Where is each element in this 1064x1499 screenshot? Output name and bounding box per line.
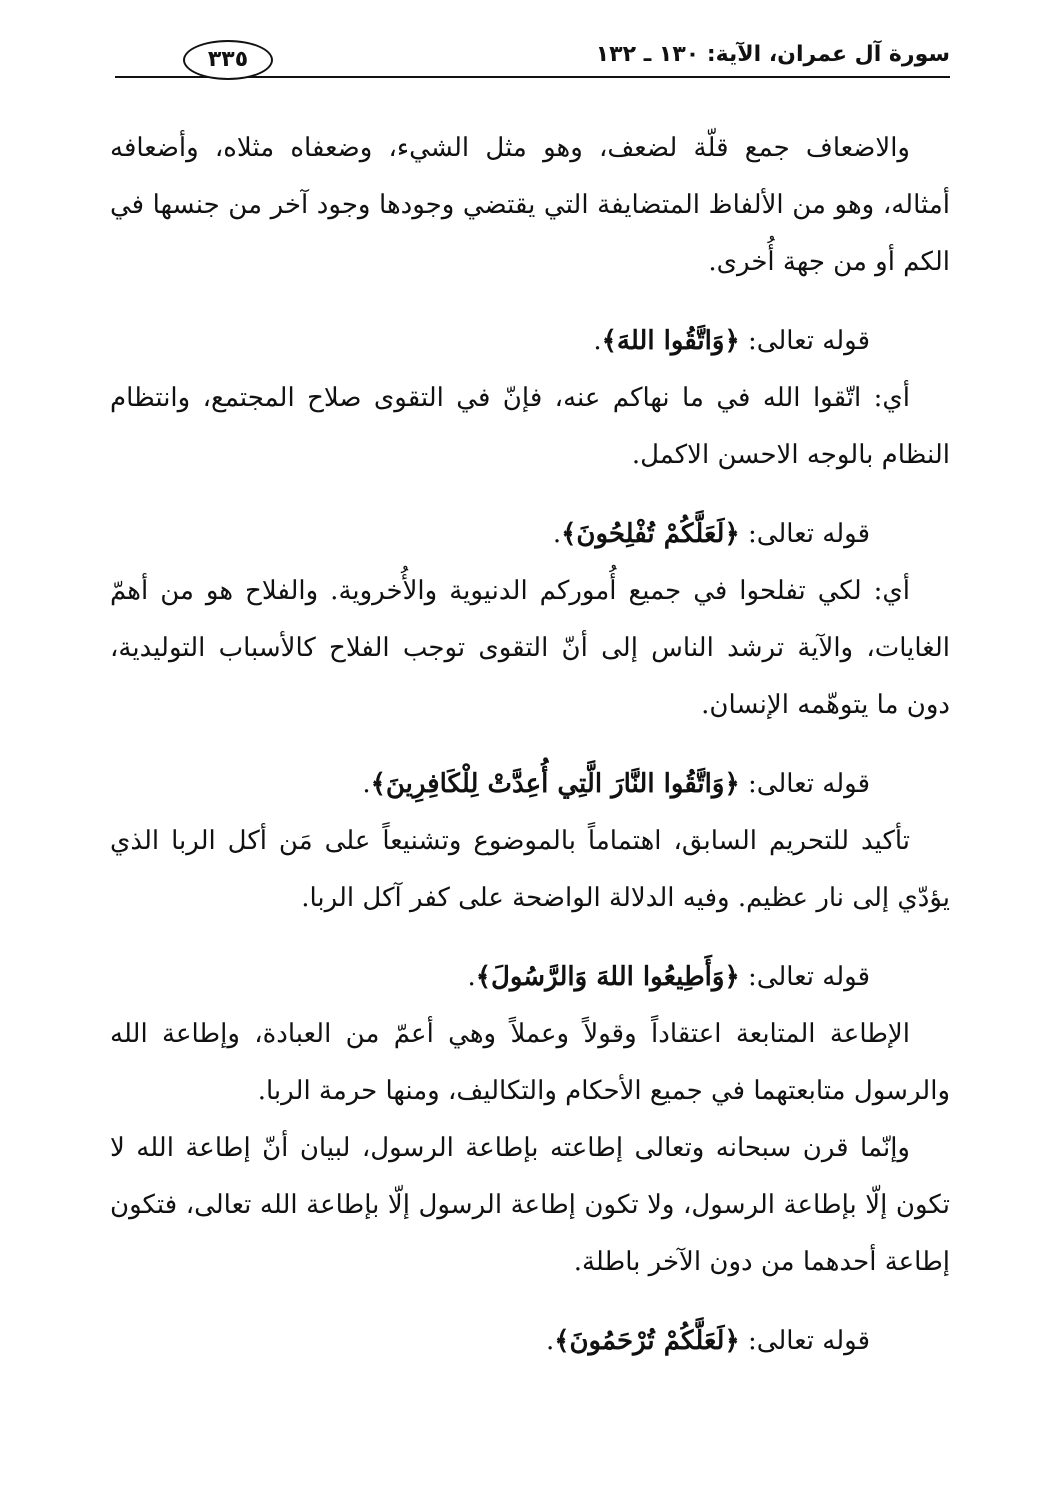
verse-heading [110, 949, 950, 1006]
verse-heading-prefix: قوله تعالى: [739, 962, 870, 992]
verse-heading [110, 506, 950, 563]
quran-verse: ﴿وَاتَّقُوا اللهَ﴾ [601, 326, 740, 356]
verse-heading [110, 1313, 950, 1370]
verse-heading-prefix: قوله تعالى: [739, 1326, 870, 1356]
verse-heading-prefix: قوله تعالى: [739, 519, 870, 549]
paragraph: وإنّما قرن سبحانه وتعالى إطاعته بإطاعة الرسول، لبيان أنّ إطاعة الله لا تكون إلّا بإطاعة الرسول، ولا تكون إطاعة الرسول إلّا بإطاعة الله تعالى، فتكون إطاعة أحدهما من دون الآخر باطلة. [110, 1133, 950, 1277]
verse-heading-prefix: قوله تعالى: [739, 326, 870, 356]
page-number-badge: ٣٣٥ [183, 40, 273, 80]
page-body [110, 120, 950, 1370]
verse-heading-suffix: . [552, 519, 562, 549]
paragraph: الإطاعة المتابعة اعتقاداً وقولاً وعملاً وهي أعمّ من العبادة، وإطاعة الله والرسول متابعتهما في جميع الأحكام والتكاليف، ومنها حرمة الربا. [110, 1019, 950, 1106]
quran-verse: ﴿لَعَلَّكُمْ تُفْلِحُونَ﴾ [561, 519, 740, 549]
paragraph: أي: لكي تفلحوا في جميع أُموركم الدنيوية والأُخروية. والفلاح هو من أهمّ الغايات، والآية ترشد الناس إلى أنّ التقوى توجب الفلاح كالأسباب التوليدية، دون ما يتوهّمه الإنسان. [110, 576, 950, 720]
verse-heading [110, 313, 950, 370]
verse-heading-suffix: . [467, 962, 476, 992]
verse-heading-suffix: . [545, 1326, 555, 1356]
verse-heading-suffix: . [593, 326, 602, 356]
paragraph: تأكيد للتحريم السابق، اهتماماً بالموضوع وتشنيعاً على مَن أكل الربا الذي يؤدّي إلى نار عظيم. وفيه الدلالة الواضحة على كفر آكل الربا. [110, 826, 950, 913]
verse-heading [110, 756, 950, 813]
verse-heading-suffix: . [362, 769, 371, 799]
paragraph: أي: اتّقوا الله في ما نهاكم عنه، فإنّ في التقوى صلاح المجتمع، وانتظام النظام بالوجه الاحسن الاكمل. [110, 383, 950, 470]
running-title: سورة آل عمران، الآية: ١٣٠ ـ ١٣٢ [595, 42, 950, 67]
paragraph: والاضعاف جمع قلّة لضعف، وهو مثل الشيء، وضعفاه مثلاه، وأضعافه أمثاله، وهو من الألفاظ المتضايفة التي يقتضي وجودها وجود آخر من جنسها في الكم أو من جهة أُخرى. [110, 133, 950, 277]
quran-verse: ﴿وَاتَّقُوا النَّارَ الَّتِي أُعِدَّتْ لِلْكَافِرِينَ﴾ [370, 769, 740, 799]
verse-heading-prefix: قوله تعالى: [739, 769, 870, 799]
quran-verse: ﴿لَعَلَّكُمْ تُرْحَمُونَ﴾ [554, 1326, 740, 1356]
page-header [115, 38, 950, 88]
quran-verse: ﴿وَأَطِيعُوا اللهَ وَالرَّسُولَ﴾ [475, 962, 740, 992]
